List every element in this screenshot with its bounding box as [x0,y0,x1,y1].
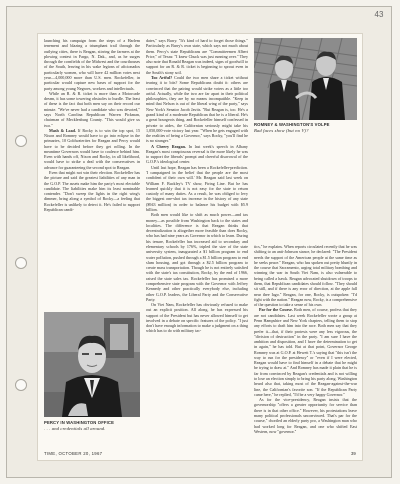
punch-hole [15,257,27,269]
folio-page-number: 39 [351,451,356,456]
photo-percy-image [44,312,140,417]
paragraph: Even that might not win their election. Rockefeller has the picture and said the greatest liabilities of any man in the G.O.P. The assets make him the party's most electable candidate. The liabilities make him its least nominable contender. "Don't sweep the lights in the right wing's dimmer, bring along a symbol of Rocky—a feeling that Rockefeller is unlikely to detect it. He's failed to support Republican candi- [44,170,140,212]
paragraph: Both men would like to shift as much power—and tax money—as possible from Washington back to the states and localities. The difference is that Reagan thinks that decentralization is altogether more feasible than does Rocky, who has had nine years as Governor in which to learn. During his tenure, Rockefeller has increased aid to secondary and elementary schools by 176%, tripled the size of the state university system, inaugurated a $1 billion program to end water pollution, pushed through a $1.5 billion program to end slum housing, and got through a $2.5 billion program to create mass transportation. Though he is not entirely satisfied with the state's tax constitution, Rocky, by the end of 1966, raised the state sales tax. Rockefeller has promised a more comprehensive state program with the Governor with Jeffrey Kennedy and other practically everybody else, including other G.O.P. leaders, the Liberal Party and the Conservative Party. [146,212,248,302]
caption-subtitle: . . . and credentials all around. [44,425,106,431]
article-column-3 [254,244,357,450]
photo-romney-volpe [254,38,357,120]
magazine-page [38,34,362,460]
photo-romney-volpe-image [254,38,357,120]
article-column-1 [44,38,140,308]
section-lead-in: Mash & Load. [49,127,76,133]
photo-percy-caption [44,420,140,431]
paragraph: On Viet Nam, Rockefeller has obviously refused to make out an explicit position. All along, he has expressed his support of the President but has never allowed himself to get involved in a debate on specific features of the policy. "I just don't have enough information to make a judgment on a thing which has to do with military tac- [146,302,248,334]
paragraph: Too Artful? Could the two men share a ticket without tearing it to bits? Some Republicans doubt it: others are convinced that the pairing would strike voters as a little too artful. Actually, while the two are far apart in their political philosophies, they are by no means incompatible. "Keep in mind that Nelson is out of the liberal wing of the party," says New York's Senator Jacob Javits. "But Reagan is, too. He's a grand kind of a moderate Republican that he is a liberal. He's a great bourgeois thing, and Rockefeller himself confessed in private to aides, the Californian seriously might take his 1,050,000-vote victory last year. "When he gets engaged with the realities of being a Governor," says Rocky, "you'll find he is no stranger." [146,74,248,144]
paragraph: Until last hope, Reagan has been a Rockefeller-prediction. 'I campaigned in the belief that the people are the most confident of their own will.' Mr. Reagan said last week on William F. Buckley's TV show, Firing Line. But he has learned quickly that it is not easy for the state to return custody of many duties. As a result, he was obliged to levy the biggest one-shot tax increase in the history of any state ($943 million) in order to balance his budget with $5.9 billion. [146,164,248,212]
paragraph: A Cheery Reagan. In last week's speech in Albany Reagan's most conspicuous reversal is the more likely he was to support the liberals' prompt and cheerful disavowal of the G.O.P.'s ideological center. [146,143,248,165]
punch-hole [15,379,27,391]
paragraph: As for the vice-presidency, Reagan insists that the governorship "offers a greater opportunity for service than there is in that other office." However, his protestations leave many political professionals unconvinced. That's par for the course," chortled an elderly party pro, a Washington man who had worked long for Reagan, and one who shifted East Western, now "governor." [254,397,357,434]
paragraph: While an R. & R. ticket is more than a Motorcade dream, it has some towering obstacles to hurdle. The least of these is the fact that both men say on their record our minute. "We've never had a candidate who was devoted," says North Carolina Republican Warren Pickman, chairman of Mecklenburg County. "This would give us two." [44,90,140,128]
photo-romney-volpe-caption [254,122,357,133]
handwritten-page-number: 43 [374,10,384,19]
paragraph: launching his campaign from the steps of a Harlem tenement and blazing a triumphant trail through the outlying cities, there is Reagan, stirring the farmers at the plowing contest in Fargo, N. Dak., and, as he surges through the cornfields of the Midwest and the courthouses of the South, leaving in his wake legions of aficionados particularly women, who will have 42 million votes next year—4,000,000 more than U.S. men. Rockefeller, in particular would capture new bases of support for the party among young Negroes, workers and intellectuals. [44,38,140,91]
paragraph: Mash & Load. If Rocky is to win the top spot, 15 Nixon and Romney would have to go into eclipse in the primaries, 10 Goldwaterites for Reagan and Percy would have to be decided before they get rolling. In the meantime Governors would have to coalesce behind him. Even with hands off, Nixon and Rocky, in all likelihood, would have to strike a deal with the conservatives in advance for guaranteeing the second spot to Reagan. [44,127,140,170]
punch-hole [15,135,27,147]
paragraph: dates," says Barry. "It's kind of hard to forget those things." Particularly as Barry's own state, which says not much about them. Percy's state Republicans are "Committeemen Albert Price," of Texas: "I knew Chuck was just running over." They also note that Ronald Reagan was indeed, signs of goodwill to support for an R. & R. ticket is beginning to sprout even in the South's stony soil. [146,38,248,75]
section-lead-in: A Cheery Reagan. [151,143,186,149]
caption-title: PERCY IN WASHINGTON OFFICE [44,420,115,425]
section-lead-in: Too Artful? [151,74,173,80]
folio-date: TIME, OCTOBER 20, 1967 [44,451,103,456]
section-lead-in: Par for the Course. [259,307,293,313]
paragraph: Par for the Course. Both men, of course, profess that they are not candidates. Last week Rockefeller wrote a group at Penn Hampshire and New York chapters, telling them to stop any efforts to draft him into the race. Both men say that they prefer it—that, if their protests were any less vigorous, the "division of destruction" in the party. "I am sure I have the ambition and disposition, and I have the determination to get in again," he has told. But at that point, Governor George Romney was at G.O.P. at Hewett T.'s saying that "this isn't the way to run for the presidency" or "even if I were elected, Reagan would have to find himself in a debate that he might be trying to draw at." And Romney has made it plain that he is far from convinced by Reagan's credentials and is not willing to lose an election simply to bring his party along. Washington heard also that, taking most of the Reagan-against-the-war line, the Californian's favorite son. "If the Republican Party came here," he replied, "I'd be a very happy Governor." [254,307,357,397]
caption-subtitle: Bad faces show (but no V)? [254,127,309,133]
article-column-2 [146,38,248,450]
photo-percy [44,312,140,417]
caption-title: ROMNEY & WASHINGTON'S VOLPE [254,122,330,127]
paragraph: tics," he explains. When reports circulated recently that he was shifting to an anti-Johnson stance, he declared: "The President needs the support of the American people at the same time as he seeks peace." Reagan, who has spoken out pretty bluntly in the course that Sacramento, urging total military bombing and winning the war in South Viet Nam, is also vulnerable to being called a hawk. Reagan advocated shutdown of troops to them, that Republican candidates should follow. "They should sit still, and if there is any error of direction, at the apple fall near thee Iago." Reagan, for one, Rocky, is outspoken: "I'd fight with the nation." Reagan now, Rocky, is a comprehensive of the question to take a sense of his own. [254,244,357,308]
